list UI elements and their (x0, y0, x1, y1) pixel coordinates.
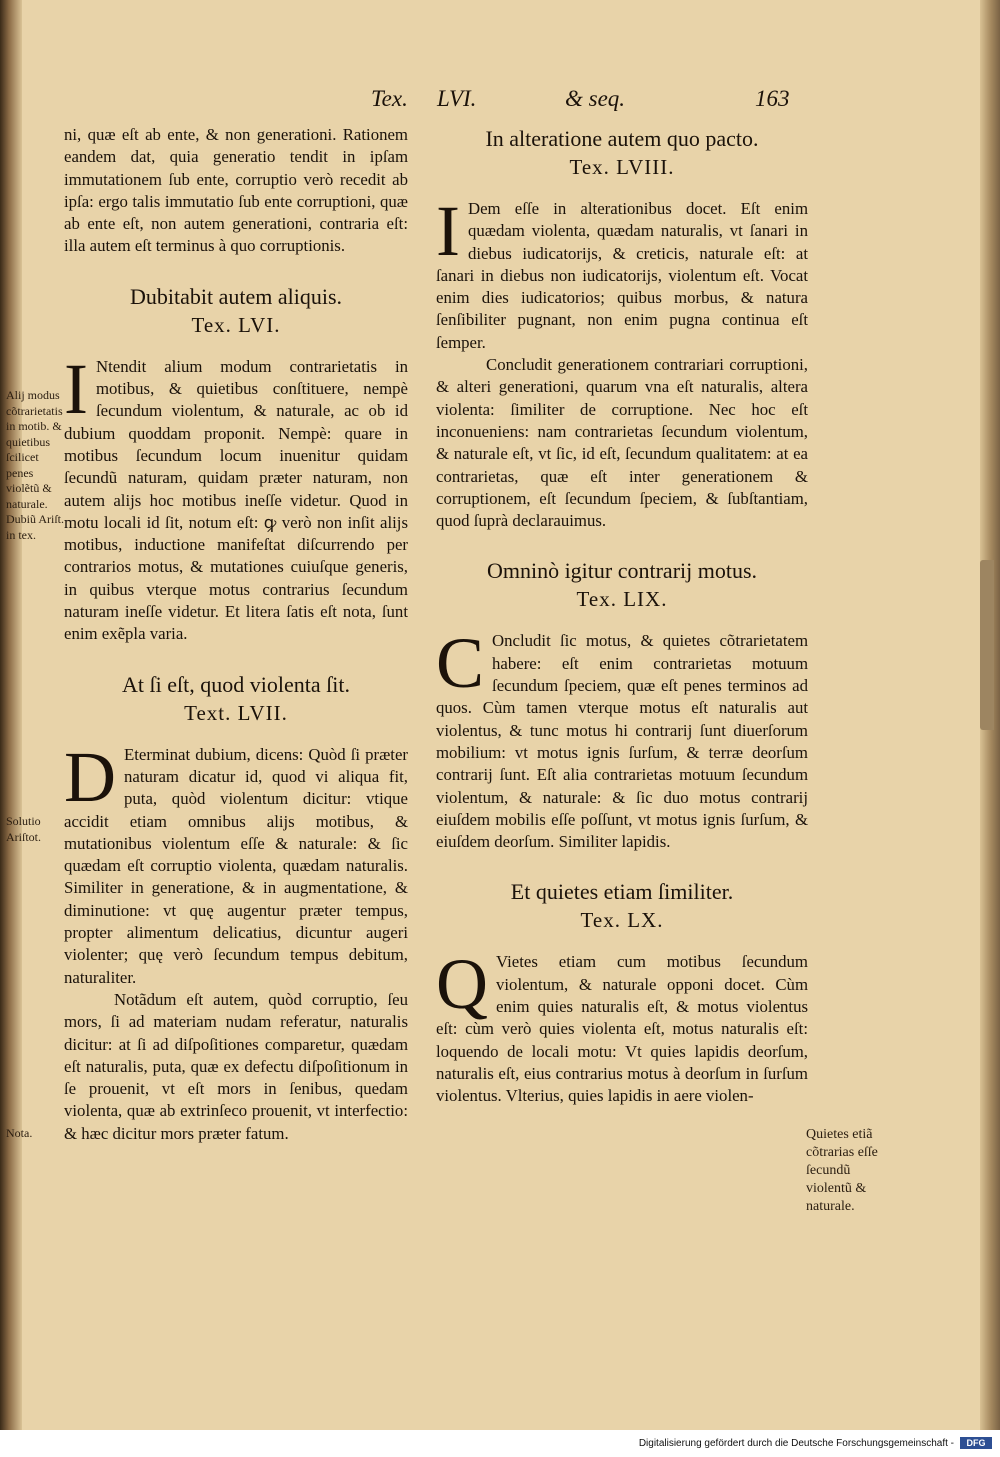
running-head (365, 86, 815, 116)
section-lviii-paragraph (436, 191, 808, 354)
margin-note-contrarietas: Alij modus cõtrarietatis in motib. & quietibus ſcilicet penes violẽtũ & naturale. Dubiũ Ariſt. in tex. (6, 388, 65, 542)
section-lx-heading (436, 877, 808, 935)
digitization-footer (0, 1430, 1000, 1457)
page-number: 163 (755, 86, 790, 111)
section-lvii-paragraph-2: Notãdum eſt autem, quòd corruptio, ſeu mors, ſi ad materiam nudam referatur, naturalis dicitur: at ſi ad diſpoſitiones comparetur, quædam eſt naturalis, puta, quæ ex defectu diſpoſitionum in ſe prouenit, vt eſt mors in ſenibus, quedam violenta, quæ ab extrinſeco prouenit, vt interfectio: & hæc dicitur mors præter fatum. (64, 989, 408, 1143)
drop-cap: C (436, 623, 485, 704)
section-lvii-title: At ſi eſt, quod violenta ſit. (122, 671, 350, 697)
drop-cap: Q (436, 944, 488, 1025)
drop-cap: I (436, 191, 460, 271)
section-lx-paragraph (436, 944, 808, 1107)
section-lvi-paragraph (64, 348, 408, 646)
page-gutter (0, 0, 22, 1430)
footer-credit: Digitalisierung gefördert durch die Deutsche Forschungsgemeinschaft - (638, 1438, 954, 1449)
drop-cap: I (64, 348, 88, 429)
dfg-logo: DFG (960, 1437, 992, 1449)
section-lx-title: Et quietes etiam ſimiliter. (510, 879, 734, 905)
section-lvii-tex: Text. LVII. (184, 700, 288, 725)
section-lvii-paragraph (64, 736, 408, 989)
section-lvii-heading (64, 670, 408, 728)
section-lx-text: Vietes etiam cum motibus ſecundum violentum, & naturale opponi docet. Cùm enim quies naturalis eſt, & motus violentus eſt: cùm verò quies violenta eſt, motus naturalis eſt: loquendo de locali motu: Vt quies lapidis deorſum, naturalis eſt, eius contrarius motus à deorſum in ſurſum violentus. Vlterius, quies lapidis in aere violen- (436, 952, 808, 1106)
section-lix-paragraph (436, 623, 808, 853)
section-lvi-text: Ntendit alium modum contrarietatis in motibus, & quietibus conſtituere, nempè ſecundum violentum, & naturale, ac ob id dubium quoddam proponit. Nempè: quare in motibus ſecundum locum inuenitur quidam ſecundũ naturam, quidam præter naturam, non autem alijs hoc motibus ineſſe videtur. Quod in motu locali id ſit, notum eſt: ꝙ verò non inſit alijs motibus, inductione manifeſtat diſcurrendo per contrarios motus, & mutationes cuiuſque generis, in quibus vterque motus contrarius ſecundum naturam ineſſe videtur. Et litera ſatis eſt nota, ſunt enim exẽpla varia. (64, 356, 408, 644)
section-lviii-title: In alteratione autem quo pacto. (485, 126, 759, 151)
margin-note-quietes: Quietes etiã cõtrarias eſſe ſecundũ violentũ & naturale. (806, 1127, 878, 1214)
page-tab-mark (980, 560, 994, 730)
section-lvi-tex: Tex. LVI. (191, 312, 281, 337)
section-lviii-paragraph-2: Concludit generationem contrariari corruptioni, & alteri generationi, quarum vna eſt naturalis, altera violenta: ſimiliter de corruptione. Nec hoc eſt inconueniens: nam contrarietas ſecundum violentum, & naturale eſt, vt ſic, id eſt, ſecundum qualitatem: at ea contrarietas, quæ eſt inter generationem & corruptionem, eſt ſecundum ſpeciem, & ſubſtantiam, quod ſuprà declarauimus. (436, 355, 808, 531)
section-lviii-heading (436, 124, 808, 182)
section-lix-title: Omninò igitur contrarij motus. (486, 558, 758, 584)
section-lix-text: Oncludit ſic motus, & quietes cõtrarietatem habere: eſt enim contrarietas motuum ſecundum ſpeciem, quæ eſt penes terminos ad quos. Cùm tamen vterque motus eſt naturalis aut violentus, & tunc motus hi contrarij ſunt diuerſorum mobilium: vt motus ignis ſurſum, & terræ deorſum contrarij ſunt. Eſt alia contrarietas motuum ſecundum violentum, & naturale: & ſic duo motus contrarij eiuſdem mobilis eſſe poſſunt, vt motus ignis ſurſum, & eiuſdem deorſum. Similiter lapidis. (436, 631, 808, 852)
section-lvi-title: Dubitabit autem aliquis. (129, 283, 343, 309)
section-lx-tex: Tex. LX. (580, 908, 664, 933)
margin-note-nota: Nota. (6, 1126, 33, 1140)
running-head-tex: Tex. (371, 86, 408, 111)
running-head-seq: & seq. (565, 86, 626, 111)
section-lix-tex: Tex. LIX. (576, 587, 668, 612)
right-column (436, 124, 808, 1108)
left-column (64, 124, 408, 1145)
section-lix-heading (436, 556, 808, 614)
drop-cap: D (64, 736, 116, 817)
intro-paragraph: ni, quæ eſt ab ente, & non generationi. Rationem eandem dat, quia generatio tendit in ipſam immutationem ſub ente, corruptio verò recedit ab ipſa: ergo talis immutatio ſub ente corruptioni, quæ ab ente eſt, non autem generationi, contraria eſt: illa autem eſt terminus à quo corruptionis. (64, 125, 408, 256)
section-lvii-text: Eterminat dubium, dicens: Quòd ſi præter naturam dicatur id, quod vi aliqua fit, puta, quòd violentum dicitur: vtique accidit etiam omnibus alijs motibus, & mutationibus violentum eſſe & naturale: & ſic quædam eſt corruptio violenta, quædam naturalis. Similiter in generatione, & in augmentatione, & diminutione: vt quę augentur præter tempus, propter alimentum delicatius, dicuntur augeri violenter; quę verò ſecundum tempus debitum, naturaliter. (64, 744, 408, 987)
running-head-number: LVI. (437, 86, 477, 111)
section-lviii-tex: Tex. LVIII. (569, 155, 675, 179)
section-lviii-text: Dem eſſe in alterationibus docet. Eſt enim quædam violenta, quædam naturalis, vt ſanari in diebus iudicatorijs, & creticis, naturale eſt: at ſanari in diebus non iudicatorijs, violentum eſt. Vocat enim dies iudicatorios; quibus morbus, & natura ſenſibiliter pugnant, non enim pugna continua eſt ſemper. (436, 199, 808, 352)
section-lvi-heading (64, 282, 408, 340)
margin-note-solutio: Solutio Ariſtot. (6, 814, 41, 844)
